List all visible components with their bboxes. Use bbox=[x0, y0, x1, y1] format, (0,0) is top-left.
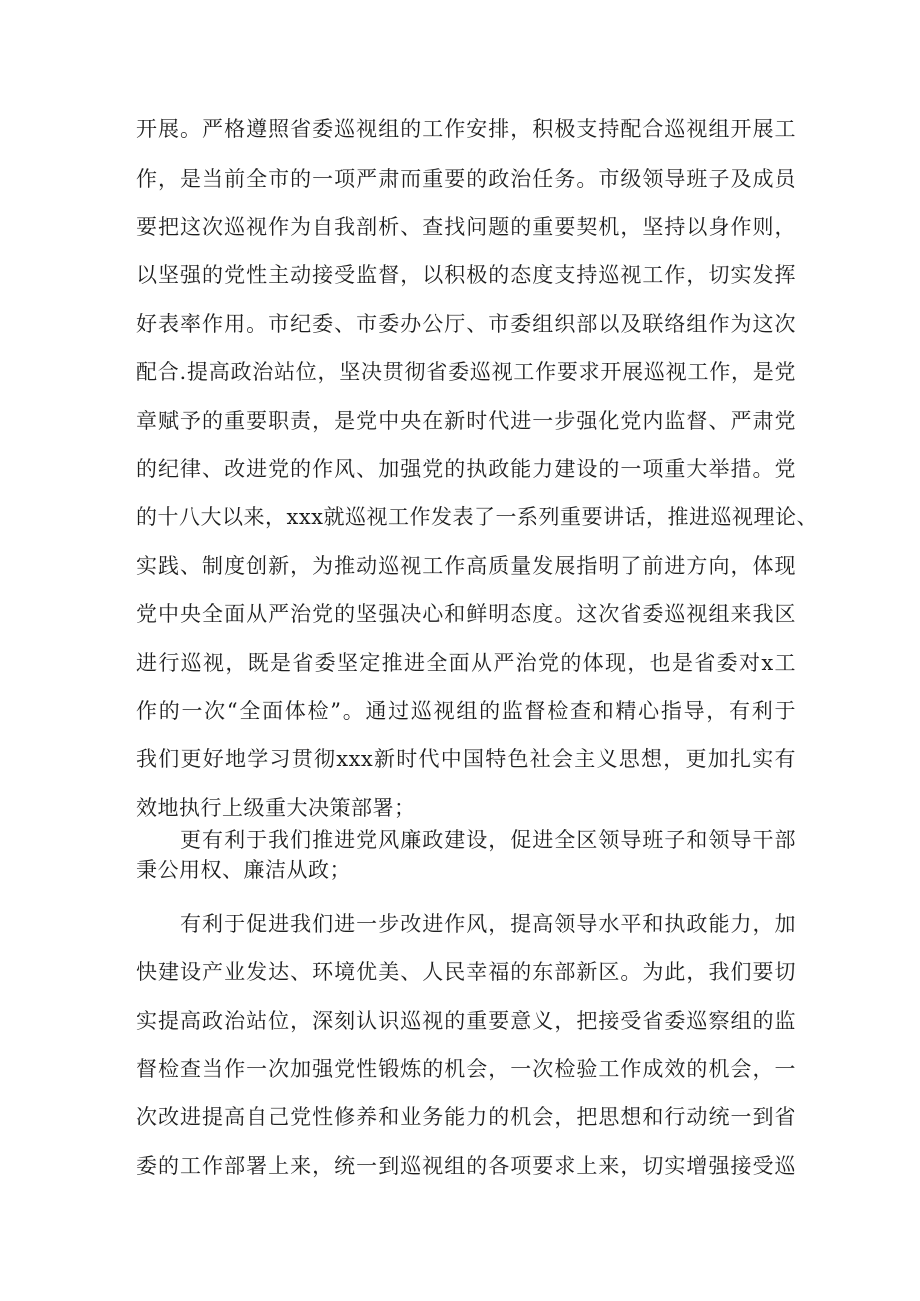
text-line: 委的工作部署上来，统一到巡视组的各项要求上来，切实增强接受巡 bbox=[136, 1154, 796, 1178]
text-line: 的纪律、改进党的作风、加强党的执政能力建设的一项重大举措。党 bbox=[136, 457, 796, 481]
text-line: 党中央全面从严治党的坚强决心和鲜明态度。这次省委巡视组来我区 bbox=[136, 602, 796, 626]
text-line: 配合.提高政治站位，坚决贯彻省委巡视工作要求开展巡视工作，是党 bbox=[136, 360, 796, 384]
text-line: 更有利于我们推进党风廉政建设，促进全区领导班子和领导干部 bbox=[136, 828, 796, 852]
text-line: 督检查当作一次加强党性锻炼的机会，一次检验工作成效的机会，一 bbox=[136, 1057, 796, 1081]
text-line: 秉公用权、廉洁从政； bbox=[136, 858, 351, 882]
text-line: 作的一次“全面体检”。通过巡视组的监督检查和精心指导，有利于 bbox=[136, 699, 796, 723]
text-line: 次改进提高自己党性修养和业务能力的机会，把思想和行动统一到省 bbox=[136, 1105, 796, 1129]
text-line: 有利于促进我们进一步改进作风，提高领导水平和执政能力，加 bbox=[136, 912, 796, 936]
text-line: 要把这次巡视作为自我剖析、查找问题的重要契机，坚持以身作则， bbox=[136, 215, 796, 239]
text-line: 进行巡视，既是省委坚定推进全面从严治党的体现，也是省委对x工 bbox=[136, 651, 796, 675]
text-line: 快建设产业发达、环境优美、人民幸福的东部新区。为此，我们要切 bbox=[136, 960, 796, 984]
text-line: 实践、制度创新，为推动巡视工作高质量发展指明了前进方向，体现 bbox=[136, 554, 796, 578]
text-line: 开展。严格遵照省委巡视组的工作安排，积极支持配合巡视组开展工 bbox=[136, 117, 796, 141]
text-line: 章赋予的重要职责，是党中央在新时代进一步强化党内监督、严肃党 bbox=[136, 409, 796, 433]
text-line: 效地执行上级重大决策部署； bbox=[136, 796, 416, 820]
text-line: 好表率作用。市纪委、市委办公厅、市委组织部以及联络组作为这次 bbox=[136, 312, 796, 336]
text-line: 实提高政治站位，深刻认识巡视的重要意义，把接受省委巡察组的监 bbox=[136, 1009, 796, 1033]
text-line: 以坚强的党性主动接受监督，以积极的态度支持巡视工作，切实发挥 bbox=[136, 263, 796, 287]
text-line: 的十八大以来，xxx就巡视工作发表了一系列重要讲话，推进巡视理论、 bbox=[136, 505, 819, 529]
text-line: 作，是当前全市的一项严肃而重要的政治任务。市级领导班子及成员 bbox=[136, 167, 796, 191]
text-line: 我们更好地学习贯彻xxx新时代中国特色社会主义思想，更加扎实有 bbox=[136, 747, 796, 771]
